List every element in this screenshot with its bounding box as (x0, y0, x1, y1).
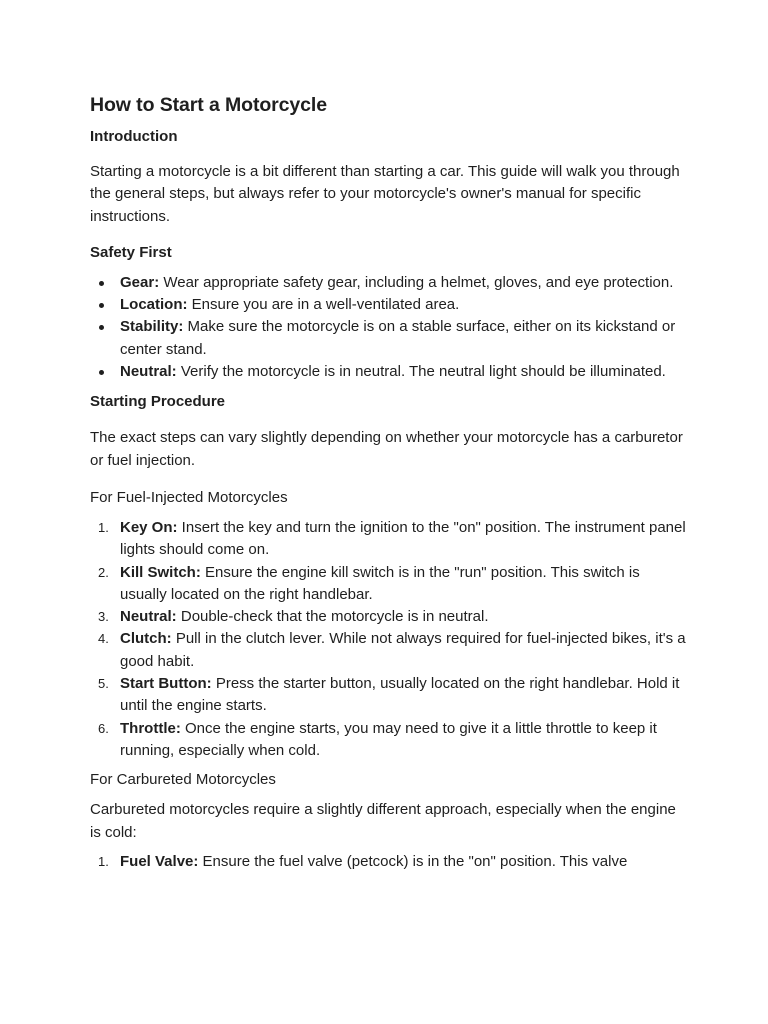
list-item-term: Neutral: (120, 363, 177, 381)
list-item-text: Insert the key and turn the ignition to the "on" position. The instrument panel lights should come on. (120, 518, 686, 559)
list-item-text: Ensure the fuel valve (petcock) is in the "on" position. This valve (198, 852, 628, 870)
list-item-text: Once the engine starts, you may need to give it a little throttle to keep it running, especially when cold. (120, 719, 657, 759)
list-item (90, 517, 690, 562)
list-item-text: Ensure the engine kill switch is in the "run" position. This switch is usually located on the right handlebar. (120, 563, 640, 603)
list-item (90, 673, 690, 718)
list-item-text: Pull in the clutch lever. While not always required for fuel-injected bikes, it's a good habit. (120, 630, 686, 670)
list-item (90, 316, 690, 361)
fuel-injected-steps (90, 517, 690, 762)
list-item (90, 562, 690, 607)
list-item-term: Kill Switch: (120, 563, 201, 581)
document-page (90, 92, 690, 873)
introduction-heading: Introduction (90, 128, 178, 145)
list-item-term: Start Button: (120, 675, 212, 693)
step-number: 6. (98, 720, 109, 736)
step-number: 1. (98, 519, 109, 535)
list-item (90, 628, 690, 673)
list-item-term: Clutch: (120, 630, 172, 648)
list-item-term: Key On: (120, 518, 178, 536)
list-item-text: Verify the motorcycle is in neutral. The neutral light should be illuminated. (176, 363, 666, 381)
step-number: 3. (98, 609, 109, 625)
safety-first-heading: Safety First (90, 243, 172, 261)
list-item-text: Ensure you are in a well-ventilated area. (187, 296, 460, 314)
list-item-text: Press the starter button, usually located on the right handlebar. Hold it until the engine starts. (120, 675, 680, 715)
step-number: 4. (98, 631, 109, 647)
carbureted-steps (90, 851, 690, 873)
list-item-term: Gear: (120, 273, 160, 291)
list-item (90, 272, 690, 294)
procedure-paragraph: The exact steps can vary slightly depending on whether your motorcycle has a carburetor or fuel injection. (90, 429, 683, 469)
list-item (90, 851, 690, 873)
list-item-term: Location: (120, 296, 188, 314)
carbureted-paragraph: Carbureted motorcycles require a slightly different approach, especially when the engine is cold: (90, 801, 676, 841)
step-number: 2. (98, 564, 109, 580)
list-item-text: Wear appropriate safety gear, including a helmet, gloves, and eye protection. (159, 273, 674, 291)
list-item (90, 361, 690, 383)
list-item-text: Make sure the motorcycle is on a stable surface, either on its kickstand or center stand. (120, 318, 676, 358)
step-number: 1. (98, 853, 109, 869)
fuel-injected-heading: For Fuel-Injected Motorcycles (90, 488, 288, 506)
document-title: How to Start a Motorcycle (90, 94, 327, 116)
starting-procedure-heading: Starting Procedure (90, 393, 226, 411)
carbureted-heading: For Carbureted Motorcycles (90, 771, 276, 789)
step-number: 5. (98, 676, 109, 692)
list-item-term: Throttle: (120, 719, 181, 737)
safety-list (90, 272, 690, 383)
introduction-paragraph: Starting a motorcycle is a bit different than starting a car. This guide will walk you through the general steps, but always refer to your motorcycle's owner's manual for specific instructions. (90, 163, 680, 225)
list-item (90, 294, 690, 316)
list-item (90, 718, 690, 763)
list-item-text: Double-check that the motorcycle is in neutral. (176, 608, 489, 626)
list-item-term: Fuel Valve: (120, 852, 199, 870)
list-item (90, 606, 690, 628)
list-item-term: Neutral: (120, 608, 177, 626)
list-item-term: Stability: (120, 318, 184, 336)
